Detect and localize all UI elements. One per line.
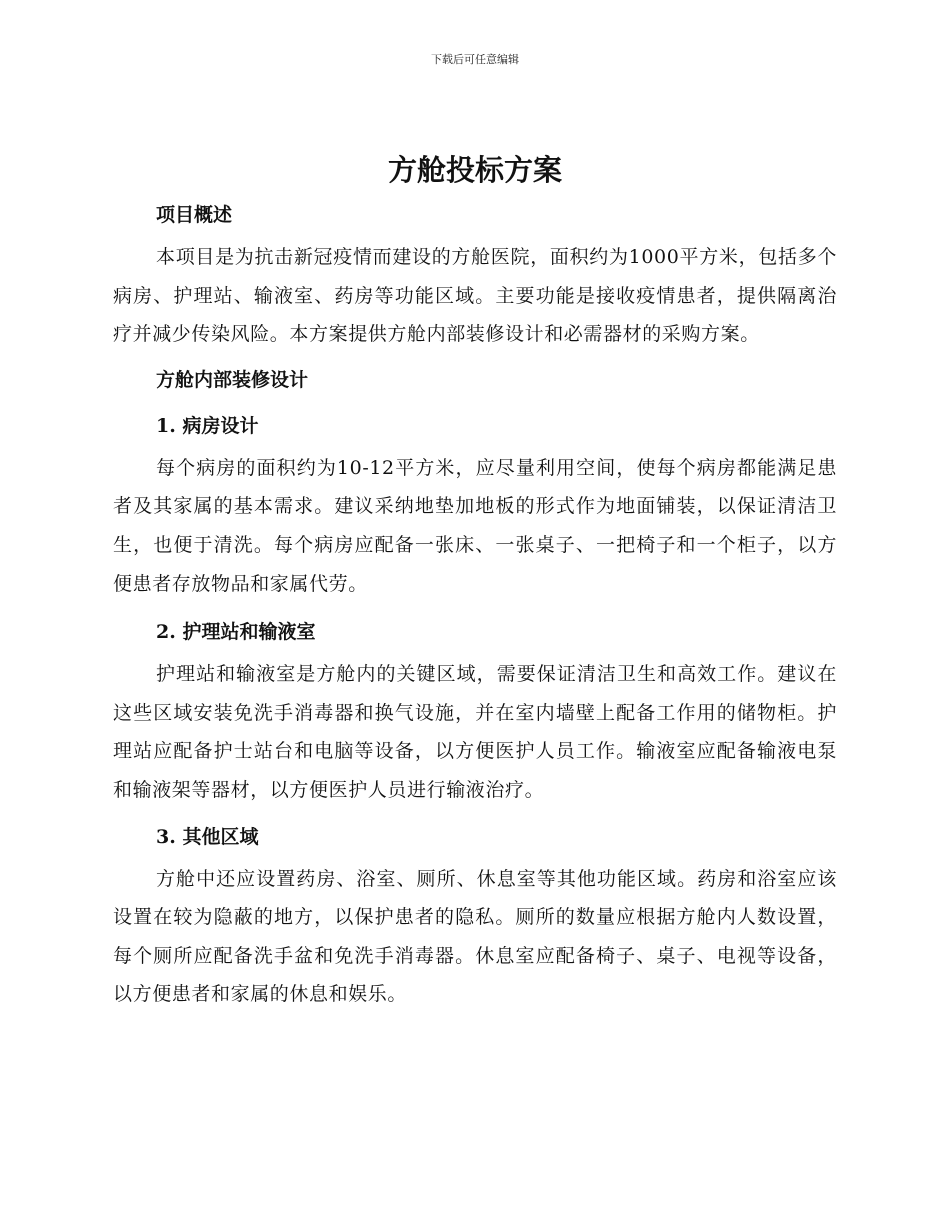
section-paragraph-overview: 本项目是为抗击新冠疫情而建设的方舱医院，面积约为1000平方米，包括多个病房、护理站、输液室、药房等功能区域。主要功能是接收疫情患者，提供隔离治疗并减少传染风险。本方案提供方舱内部装修设计和必需器材的采购方案。 [113, 246, 837, 346]
section-heading-overview: 项目概述 [156, 204, 233, 226]
section-heading-interior-design: 方舱内部装修设计 [156, 368, 309, 391]
document-title: 方舱投标方案 [387, 153, 562, 187]
document-body [113, 192, 837, 1014]
section-heading-ward-design: 1. 病房设计 [156, 414, 259, 437]
page-header: 下载后可任意编辑 [431, 53, 519, 66]
section-heading-other-areas: 3. 其他区域 [156, 825, 259, 848]
section-heading-nursing-infusion: 2. 护理站和输液室 [156, 621, 316, 644]
section-paragraph-nursing-infusion: 护理站和输液室是方舱内的关键区域，需要保证清洁卫生和高效工作。建议在这些区域安装免洗手消毒器和换气设施，并在室内墙壁上配备工作用的储物柜。护理站应配备护士站台和电脑等设备，以方便医护人员工作。输液室应配备输液电泵和输液架等器材，以方便医护人员进行输液治疗。 [113, 663, 837, 801]
section-paragraph-ward-design: 每个病房的面积约为10-12平方米，应尽量利用空间，使每个病房都能满足患者及其家属的基本需求。建议采纳地垫加地板的形式作为地面铺装，以保证清洁卫生，也便于清洗。每个病房应配备一张床、一张桌子、一把椅子和一个柜子，以方便患者存放物品和家属代劳。 [113, 456, 837, 595]
section-paragraph-other-areas: 方舱中还应设置药房、浴室、厕所、休息室等其他功能区域。药房和浴室应该设置在较为隐蔽的地方，以保护患者的隐私。厕所的数量应根据方舱内人数设置，每个厕所应配备洗手盆和免洗手消毒器。休息室应配备椅子、桌子、电视等设备，以方便患者和家属的休息和娱乐。 [113, 867, 837, 1006]
